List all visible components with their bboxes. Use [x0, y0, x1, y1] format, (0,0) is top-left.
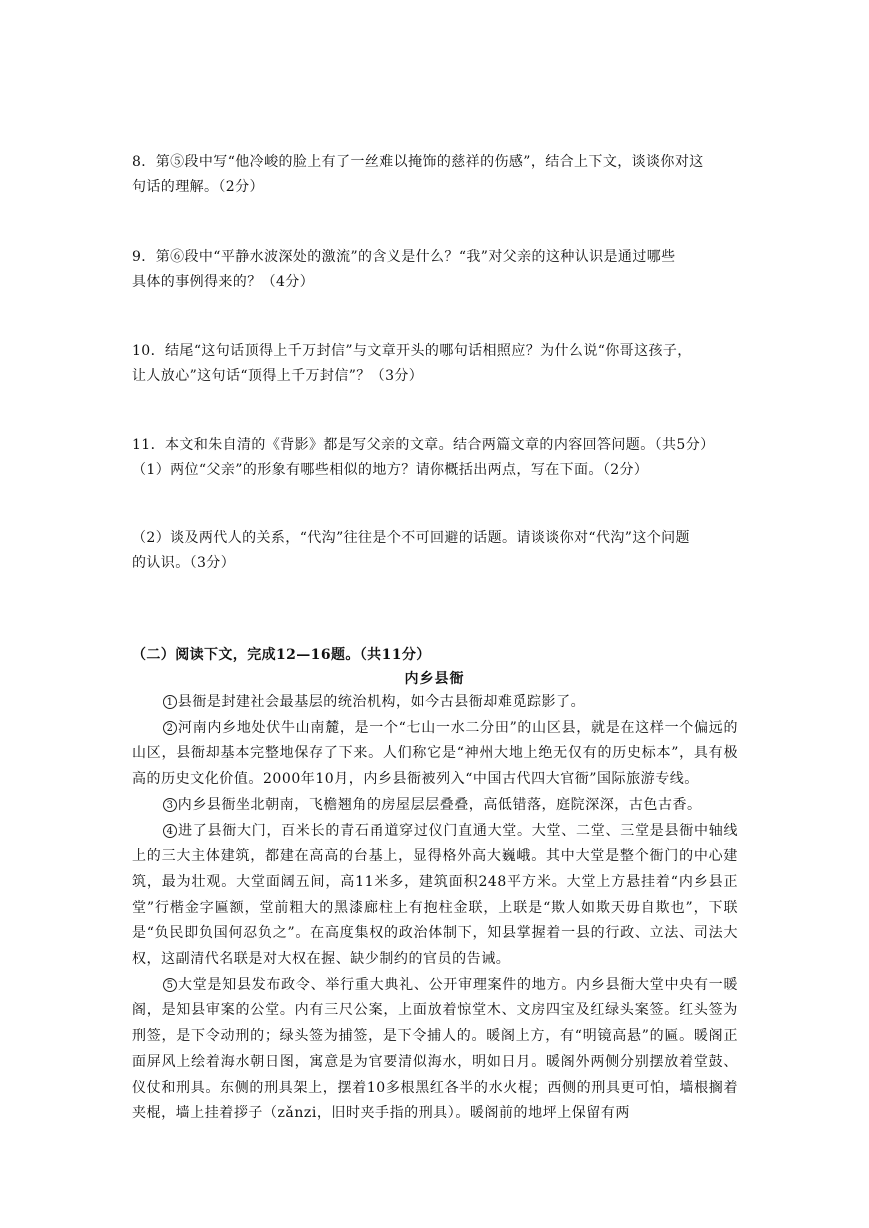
- paragraph-number: 5: [163, 978, 177, 992]
- paragraph-text: 进了县衙大门，百米长的青石甬道穿过仪门直通大堂。大堂、二堂、三堂是县衙中轴线上的三大主体建筑，都建在高高的台基上，显得格外高大巍峨。其中大堂是整个衙门的中心建筑，最为壮观。大堂面阔五间，高11米多，建筑面积248平方米。大堂上方悬挂着“内乡县正堂”行楷金字匾额，堂前粗大的黑漆廊柱上有抱柱金联，上联是“欺人如欺天毋自欺也”，下联是“负民即负国何忍负之”。在高度集权的政治体制下，知县掌握着一县的行政、立法、司法大权，这副清代名联是对大权在握、缺少制约的官员的告诫。: [132, 822, 738, 968]
- question-11: [132, 433, 738, 483]
- question-8: [132, 150, 738, 200]
- paragraph-text: 县衙是封建社会最基层的统治机构，如今古县衙却难觅踪影了。: [177, 694, 586, 710]
- question-8-line-2: 句话的理解。（2分）: [132, 179, 264, 195]
- paragraph: [132, 973, 738, 1127]
- paragraph-number: 4: [163, 824, 177, 838]
- question-10: [132, 339, 738, 389]
- paragraph: [132, 716, 738, 793]
- paragraph-number: 2: [163, 721, 177, 735]
- question-11-sub-2-line-2: 的认识。（3分）: [132, 555, 236, 571]
- question-11-part-2: [132, 526, 738, 576]
- paragraph: [132, 690, 738, 716]
- question-10-line-1: 10．结尾“这句话顶得上千万封信”与文章开头的哪句话相照应？为什么说“你哥这孩子，: [132, 343, 692, 359]
- question-10-line-2: 让人放心”这句话“顶得上千万封信”？（3分）: [132, 368, 424, 384]
- question-9: [132, 245, 738, 295]
- question-11-sub-2-line-1: （2）谈及两代人的关系，“代沟”往往是个不可回避的话题。请谈谈你对“代沟”这个问题: [132, 530, 690, 546]
- article-title: 内乡县衙: [404, 671, 465, 687]
- paragraph-number: 3: [163, 798, 177, 812]
- question-9-line-2: 具体的事例得来的？（4分）: [132, 274, 315, 290]
- question-8-line-1: 8．第⑤段中写“他冷峻的脸上有了一丝难以掩饰的慈祥的伤感”，结合上下文，谈谈你对这: [132, 154, 704, 170]
- paragraph-text: 大堂是知县发布政令、举行重大典礼、公开审理案件的地方。内乡县衙大堂中央有一暖阁，是知县审案的公堂。内有三尺公案，上面放着惊堂木、文房四宝及红绿头案签。红头签为刑签，是下令动刑的；绿头签为捕签，是下令捕人的。暖阁上方，有“明镜高悬”的匾。暖阁正面屏风上绘着海水朝日图，寓意是为官要清似海水，明如日月。暖阁外两侧分别摆放着堂鼓、仪仗和刑具。东侧的刑具架上，摆着10多根黑红各半的水火棍；西侧的刑具更可怕，墙根搁着夹棍，墙上挂着拶子（zǎnzi，旧时夹手指的刑具）。暖阁前的地坪上保留有两: [132, 976, 738, 1122]
- paragraph: [132, 793, 738, 819]
- question-9-line-1: 9．第⑥段中“平静水波深处的激流”的含义是什么？“我”对父亲的这种认识是通过哪些: [132, 249, 676, 265]
- paragraph-text: 内乡县衙坐北朝南，飞檐翘角的房屋层层叠叠，高低错落，庭院深深，古色古香。: [177, 796, 702, 813]
- paragraph-number: 1: [163, 695, 177, 709]
- article-body: [132, 690, 738, 1127]
- paragraph-text: 河南内乡地处伏牛山南麓，是一个“七山一水二分田”的山区县，就是在这样一个偏远的山区，县衙却基本完整地保存了下来。人们称它是“神州大地上绝无仅有的历史标本”，具有极高的历史文化价值。2000年10月，内乡县衙被列入“中国古代四大官衙”国际旅游专线。: [132, 719, 738, 788]
- paragraph: [132, 819, 738, 973]
- question-11-sub-1: （1）两位“父亲”的形象有哪些相似的地方？请你概括出两点，写在下面。（2分）: [132, 462, 649, 478]
- question-11-line-1: 11．本文和朱自清的《背影》都是写父亲的文章。结合两篇文章的内容回答问题。（共5分）: [132, 437, 715, 453]
- section-heading: （二）阅读下文，完成12—16题。（共11分）: [132, 647, 431, 663]
